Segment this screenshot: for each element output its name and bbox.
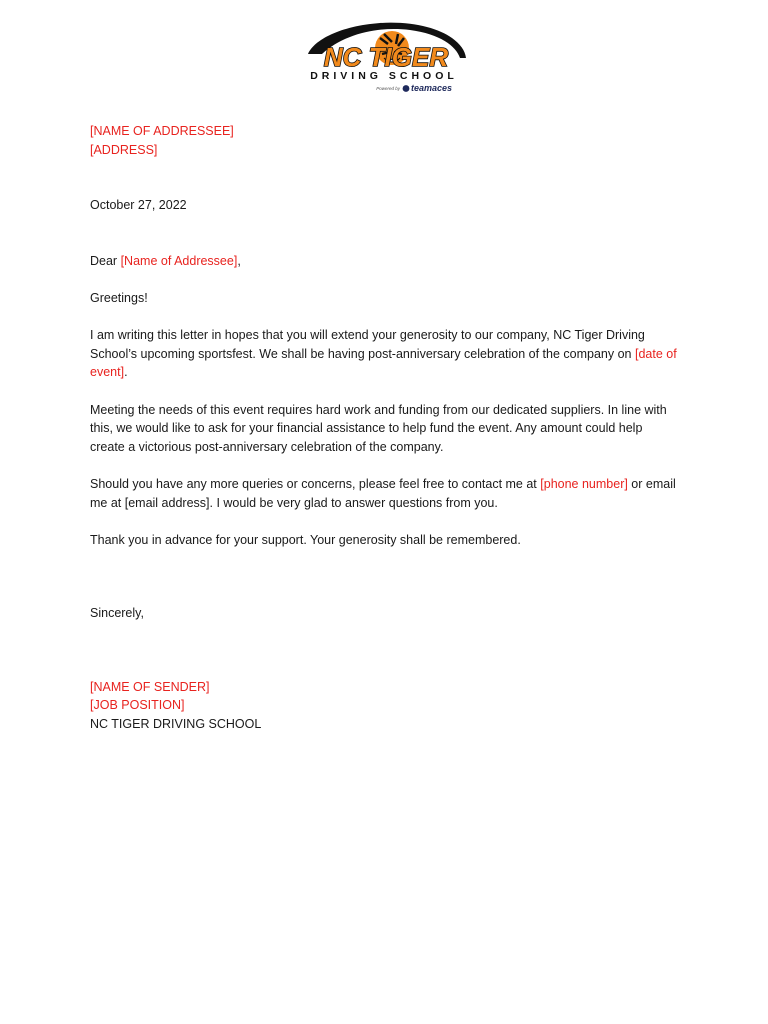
- date-of-event-placeholder: [date of event]: [90, 346, 677, 380]
- paragraph-1: [90, 326, 680, 382]
- company-logo: [300, 14, 472, 98]
- address: [ADDRESS]: [90, 142, 158, 157]
- paragraph-3-end: or email me at [email address]. I would be very glad to answer questions from you.: [90, 476, 676, 510]
- paragraph-2: Meeting the needs of this event requires hard work and funding from our dedicated suppliers. In line with this, we would like to ask for your financial assistance to help fund the event. Any amount could help create a victorious post-anniversary celebration of the company.: [90, 402, 667, 454]
- salutation: [90, 252, 680, 271]
- addressee-name: [NAME OF ADDRESSEE]: [90, 124, 234, 138]
- paragraph-1-end: .: [124, 365, 128, 380]
- letter-date: October 27, 2022: [90, 198, 187, 213]
- logo-partner: teamaces: [411, 83, 453, 93]
- company-name: NC TIGER DRIVING SCHOOL: [90, 717, 262, 732]
- salutation-name: [Name of Addressee]: [120, 253, 238, 268]
- job-position: [JOB POSITION]: [90, 698, 185, 713]
- phone-number-placeholder: [phone number]: [540, 476, 628, 491]
- sender-name: [NAME OF SENDER]: [90, 679, 210, 694]
- greeting: Greetings!: [90, 290, 148, 305]
- paragraph-4: Thank you in advance for your support. Your generosity shall be remembered.: [90, 532, 521, 547]
- paragraph-3: [90, 475, 680, 512]
- logo-powered-by: Powered by: [376, 86, 400, 91]
- paragraph-3-start: Should you have any more queries or concerns, please feel free to contact me at: [90, 476, 541, 491]
- partner-emblem-icon: [403, 85, 410, 92]
- logo-main-text: NC TIGER: [323, 42, 449, 72]
- salutation-suffix: ,: [237, 253, 241, 268]
- paragraph-1-text: I am writing this letter in hopes that you will extend your generosity to our company, NC Tiger Driving School’s upcoming sportsfest. We shall be having post-anniversary celebration of the company on: [90, 328, 645, 361]
- closing: Sincerely,: [90, 606, 144, 621]
- logo-sub-text: DRIVING SCHOOL: [310, 70, 458, 82]
- letter-body: [90, 122, 680, 734]
- salutation-prefix: Dear: [90, 253, 121, 268]
